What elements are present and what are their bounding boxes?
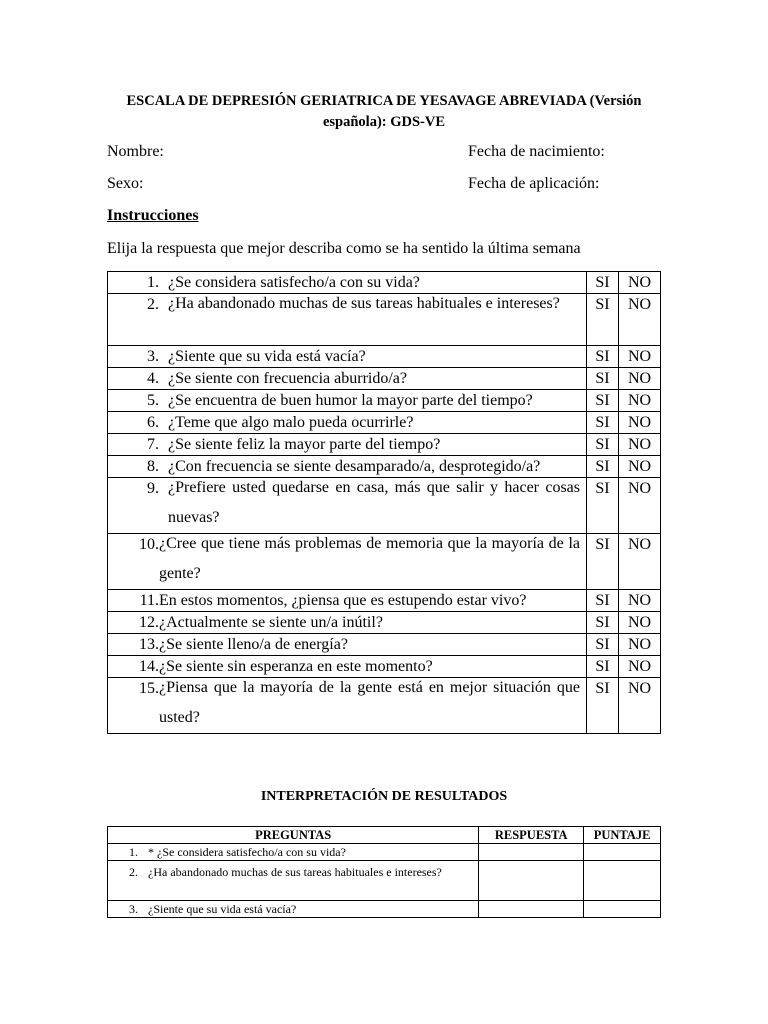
question-row bbox=[108, 612, 661, 634]
answer-si[interactable]: SI bbox=[587, 612, 619, 634]
respuesta-cell[interactable] bbox=[479, 901, 584, 918]
answer-si[interactable]: SI bbox=[587, 346, 619, 368]
answer-si[interactable]: SI bbox=[587, 368, 619, 390]
puntaje-cell[interactable] bbox=[584, 844, 661, 861]
question-row bbox=[108, 590, 661, 612]
answer-si[interactable]: SI bbox=[587, 272, 619, 294]
answer-no[interactable]: NO bbox=[619, 634, 661, 656]
puntaje-cell[interactable] bbox=[584, 861, 661, 901]
question-row bbox=[108, 434, 661, 456]
answer-no[interactable]: NO bbox=[619, 656, 661, 678]
sexo-label: Sexo: bbox=[107, 175, 144, 192]
answer-si[interactable]: SI bbox=[587, 412, 619, 434]
results-row bbox=[108, 861, 661, 901]
question-number: 15. bbox=[139, 680, 159, 697]
answer-si[interactable]: SI bbox=[587, 634, 619, 656]
answer-si[interactable]: SI bbox=[587, 678, 619, 734]
question-number: 5. bbox=[147, 392, 159, 409]
question-row bbox=[108, 294, 661, 346]
fecha-aplicacion-label: Fecha de aplicación: bbox=[468, 175, 600, 192]
answer-si[interactable]: SI bbox=[587, 590, 619, 612]
question-row bbox=[108, 368, 661, 390]
answer-no[interactable]: NO bbox=[619, 346, 661, 368]
nombre-label: Nombre: bbox=[107, 143, 164, 160]
results-row bbox=[108, 844, 661, 861]
answer-si[interactable]: SI bbox=[587, 294, 619, 346]
question-number: 1. bbox=[147, 274, 159, 291]
answer-no[interactable]: NO bbox=[619, 456, 661, 478]
answer-no[interactable]: NO bbox=[619, 412, 661, 434]
answer-no[interactable]: NO bbox=[619, 534, 661, 590]
question-text: ¿Ha abandonado muchas de sus tareas habituales e intereses? bbox=[168, 295, 560, 312]
results-row-text: ¿Siente que su vida está vacía? bbox=[148, 902, 297, 916]
answer-no[interactable]: NO bbox=[619, 434, 661, 456]
question-text: ¿Se siente feliz la mayor parte del tiempo? bbox=[168, 436, 441, 453]
answer-si[interactable]: SI bbox=[587, 534, 619, 590]
answer-no[interactable]: NO bbox=[619, 294, 661, 346]
question-text: ¿Se siente sin esperanza en este momento? bbox=[159, 658, 433, 675]
questionnaire-table bbox=[107, 271, 661, 734]
question-number: 7. bbox=[147, 436, 159, 453]
answer-si[interactable]: SI bbox=[587, 456, 619, 478]
question-row bbox=[108, 678, 661, 734]
question-text: ¿Se siente lleno/a de energía? bbox=[159, 636, 348, 653]
question-row bbox=[108, 390, 661, 412]
results-row-text: ¿Ha abandonado muchas de sus tareas habituales e intereses? bbox=[148, 865, 442, 879]
results-header-row bbox=[108, 827, 661, 844]
answer-no[interactable]: NO bbox=[619, 368, 661, 390]
question-text: ¿Con frecuencia se siente desamparado/a, desprotegido/a? bbox=[168, 458, 541, 475]
question-row bbox=[108, 478, 661, 534]
results-row-number: 2. bbox=[129, 865, 138, 879]
question-number: 9. bbox=[147, 480, 159, 497]
answer-no[interactable]: NO bbox=[619, 612, 661, 634]
answer-no[interactable]: NO bbox=[619, 478, 661, 534]
question-text: ¿Cree que tiene más problemas de memoria que la mayoría de la gente? bbox=[159, 535, 580, 582]
question-number: 4. bbox=[147, 370, 159, 387]
question-number: 10. bbox=[139, 536, 159, 553]
question-row bbox=[108, 346, 661, 368]
question-row bbox=[108, 634, 661, 656]
question-row bbox=[108, 412, 661, 434]
header-puntaje: PUNTAJE bbox=[584, 827, 661, 844]
respuesta-cell[interactable] bbox=[479, 861, 584, 901]
answer-si[interactable]: SI bbox=[587, 656, 619, 678]
question-number: 11. bbox=[139, 592, 159, 609]
answer-si[interactable]: SI bbox=[587, 390, 619, 412]
results-row-text: * ¿Se considera satisfecho/a con su vida? bbox=[148, 845, 346, 859]
header-preguntas: PREGUNTAS bbox=[108, 827, 479, 844]
question-text: ¿Se encuentra de buen humor la mayor parte del tiempo? bbox=[168, 392, 533, 409]
answer-no[interactable]: NO bbox=[619, 390, 661, 412]
question-number: 8. bbox=[147, 458, 159, 475]
answer-si[interactable]: SI bbox=[587, 478, 619, 534]
results-row bbox=[108, 901, 661, 918]
question-row bbox=[108, 534, 661, 590]
question-number: 2. bbox=[147, 296, 159, 313]
instructions-text: Elija la respuesta que mejor describa como se ha sentido la última semana bbox=[107, 240, 581, 257]
puntaje-cell[interactable] bbox=[584, 901, 661, 918]
question-number: 3. bbox=[147, 348, 159, 365]
question-number: 12. bbox=[139, 614, 159, 631]
results-row-number: 1. bbox=[129, 845, 138, 859]
question-text: ¿Teme que algo malo pueda ocurrirle? bbox=[168, 414, 414, 431]
header-respuesta: RESPUESTA bbox=[479, 827, 584, 844]
respuesta-cell[interactable] bbox=[479, 844, 584, 861]
interpretation-title: INTERPRETACIÓN DE RESULTADOS bbox=[260, 789, 508, 804]
results-table bbox=[107, 826, 661, 918]
fecha-nacimiento-label: Fecha de nacimiento: bbox=[468, 143, 605, 160]
question-text: ¿Se considera satisfecho/a con su vida? bbox=[168, 274, 420, 291]
instructions-heading: Instrucciones bbox=[107, 207, 199, 224]
results-row-number: 3. bbox=[129, 902, 138, 916]
question-number: 13. bbox=[139, 636, 159, 653]
question-text: En estos momentos, ¿piensa que es estupendo estar vivo? bbox=[159, 592, 527, 609]
question-text: ¿Actualmente se siente un/a inútil? bbox=[159, 614, 383, 631]
question-text: ¿Prefiere usted quedarse en casa, más que salir y hacer cosas nuevas? bbox=[168, 479, 580, 526]
answer-no[interactable]: NO bbox=[619, 678, 661, 734]
question-text: ¿Se siente con frecuencia aburrido/a? bbox=[168, 370, 407, 387]
question-number: 14. bbox=[139, 658, 159, 675]
answer-no[interactable]: NO bbox=[619, 272, 661, 294]
question-number: 6. bbox=[147, 414, 159, 431]
question-text: ¿Piensa que la mayoría de la gente está en mejor situación que usted? bbox=[159, 679, 580, 726]
document-title: ESCALA DE DEPRESIÓN GERIATRICA DE YESAVAGE ABREVIADA (Versión española): GDS-VE bbox=[126, 93, 642, 130]
question-text: ¿Siente que su vida está vacía? bbox=[168, 348, 366, 365]
answer-si[interactable]: SI bbox=[587, 434, 619, 456]
answer-no[interactable]: NO bbox=[619, 590, 661, 612]
